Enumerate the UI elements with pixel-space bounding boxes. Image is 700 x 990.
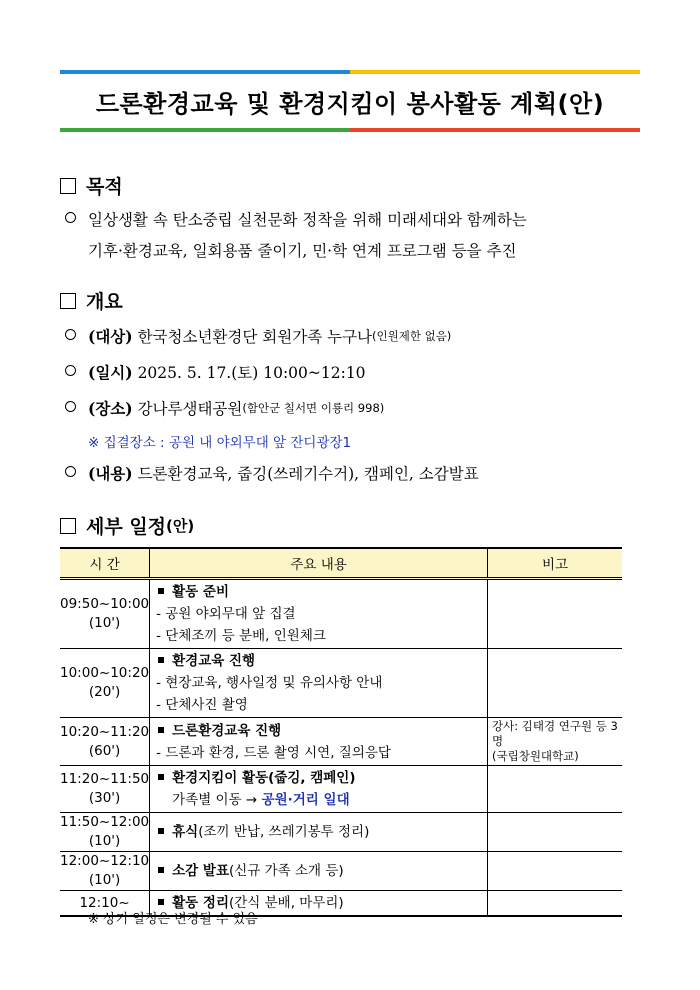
table-row <box>60 852 622 891</box>
header-content: 주요 내용 <box>150 548 488 579</box>
overview-target: (대상) 한국청소년환경단 회원가족 누구나 (인원제한 없음) <box>65 325 451 347</box>
section-heading-schedule: 세부 일정 (안) <box>60 512 194 539</box>
square-bullet-icon <box>158 774 164 780</box>
time-cell: 12:00~12:10 (10') <box>60 852 150 891</box>
note-cell <box>488 891 623 917</box>
section-heading-overview: 개요 <box>60 287 123 314</box>
table-row <box>60 813 622 852</box>
table-row <box>60 579 622 649</box>
square-bullet-icon <box>158 867 164 873</box>
time-cell: 10:00~10:20 (20') <box>60 649 150 718</box>
overview-place: (장소) 강나루생태공원 (함안군 칠서면 이룡리 998) <box>65 397 384 419</box>
time-cell: 11:20~11:50 (30') <box>60 766 150 813</box>
content-cell: 활동 정리(간식 분배, 마무리) <box>150 891 488 917</box>
note-cell <box>488 813 623 852</box>
circle-bullet-icon <box>65 466 76 477</box>
square-bullet-icon <box>158 899 164 905</box>
table-row <box>60 649 622 718</box>
circle-bullet-icon <box>65 329 76 340</box>
footnote: ※ 상기 일정은 변경될 수 있음 <box>88 912 258 927</box>
table-header-row <box>60 548 622 579</box>
square-bullet-icon <box>158 588 164 594</box>
note-cell <box>488 649 623 718</box>
header-note: 비고 <box>488 548 623 579</box>
purpose-item <box>65 208 527 261</box>
schedule-table <box>60 547 622 917</box>
square-bullet-icon <box>158 727 164 733</box>
header-time: 시 간 <box>60 548 150 579</box>
checkbox-square-icon <box>60 518 76 534</box>
content-cell: 소감 발표(신규 가족 소개 등) <box>150 852 488 891</box>
table-row <box>60 766 622 813</box>
checkbox-square-icon <box>60 293 76 309</box>
time-cell: 12:10~ <box>60 891 150 917</box>
note-cell <box>488 579 623 649</box>
square-bullet-icon <box>158 657 164 663</box>
purpose-line-1: 일상생활 속 탄소중립 실천문화 정착을 위해 미래세대와 함께하는 <box>88 211 527 229</box>
gathering-note: ※ 집결장소 : 공원 내 야외무대 앞 잔디광장1 <box>88 435 352 451</box>
page-title: 드론환경교육 및 환경지킴이 봉사활동 계획(안) <box>95 89 605 118</box>
table-row <box>60 718 622 766</box>
time-cell: 10:20~11:20 (60') <box>60 718 150 766</box>
content-cell: 휴식(조끼 반납, 쓰레기봉투 정리) <box>150 813 488 852</box>
content-cell: 환경지킴이 활동(줍깅, 캠페인) 가족별 이동 → 공원·거리 일대 <box>150 766 488 813</box>
circle-bullet-icon <box>65 365 76 376</box>
circle-bullet-icon <box>65 212 76 223</box>
note-cell <box>488 766 623 813</box>
content-cell: 환경교육 진행 - 현장교육, 행사일정 및 유의사항 안내 - 단체사진 촬영 <box>150 649 488 718</box>
overview-content: (내용) 드론환경교육, 줍깅(쓰레기수거), 캠페인, 소감발표 <box>65 462 479 484</box>
time-cell: 11:50~12:00 (10') <box>60 813 150 852</box>
note-cell <box>488 852 623 891</box>
content-cell: 드론환경교육 진행 - 드론과 환경, 드론 촬영 시연, 질의응답 <box>150 718 488 766</box>
note-cell: 강사: 김태경 연구원 등 3명 (국립창원대학교) <box>488 718 623 766</box>
content-cell: 활동 준비 - 공원 야외무대 앞 집결 - 단체조끼 등 분배, 인원체크 <box>150 579 488 649</box>
checkbox-square-icon <box>60 178 76 194</box>
section-heading-purpose: 목적 <box>60 172 123 199</box>
square-bullet-icon <box>158 828 164 834</box>
title-banner <box>60 70 640 132</box>
circle-bullet-icon <box>65 401 76 412</box>
time-cell: 09:50~10:00 (10') <box>60 579 150 649</box>
purpose-line-2: 기후·환경교육, 일회용품 줄이기, 민·학 연계 프로그램 등을 추진 <box>88 242 517 260</box>
overview-date: (일시) 2025. 5. 17.(토) 10:00~12:10 <box>65 361 366 383</box>
